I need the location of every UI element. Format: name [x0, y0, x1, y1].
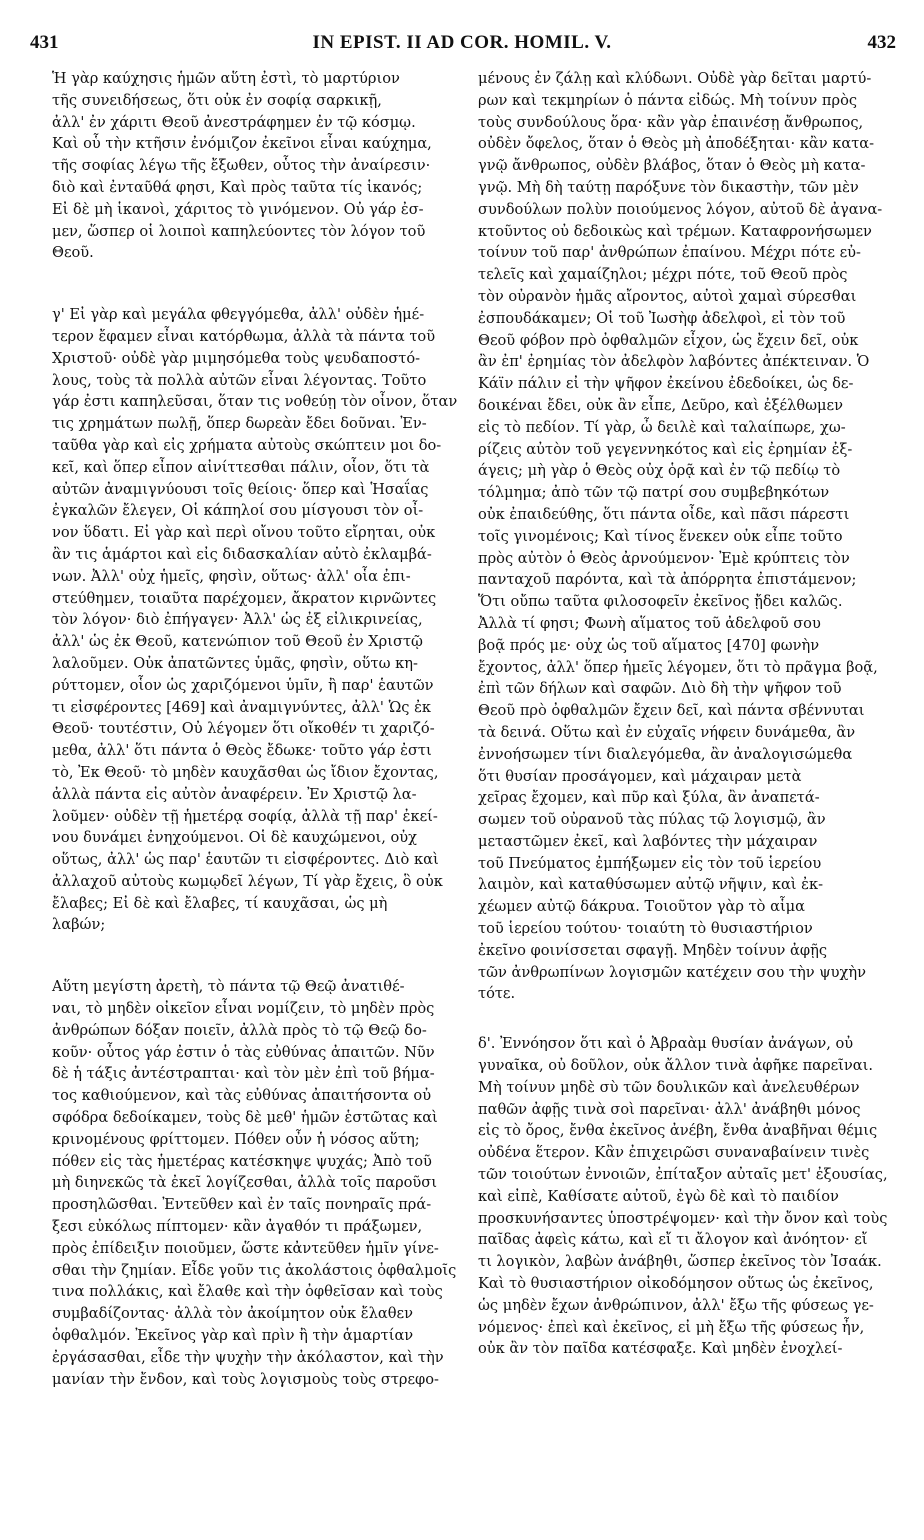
paragraph: Ἡ γὰρ καύχησις ἡμῶν αὕτη ἐστὶ, τὸ μαρτύριον τῆς συνειδήσεως, ὅτι οὐκ ἐν σοφίᾳ σαρκικῇ, ἀλλ' ἐν χάριτι Θεοῦ ἀνεστράφημεν ἐν τῷ κόσμῳ. Καὶ οὗ τὴν κτῆσιν ἐνόμιζον ἐκεῖνοι εἶναι καύχημα, τῆς σοφίας λέγω τῆς ἔξωθεν, οὗτος τὴν ἀναίρεσιν· διὸ καὶ ἐνταῦθά φησι, Καὶ πρὸς ταῦτα τίς ἱκανός; Εἰ δὲ μὴ ἱκανοὶ, χάριτος τὸ γινόμενον. Οὐ γάρ ἐσ- μεν, ὥσπερ οἱ λοιποὶ καπηλεύοντες τὸν λόγον τοῦ Θεοῦ. [52, 70, 432, 262]
paragraph: γ' Εἰ γὰρ καὶ μεγάλα φθεγγόμεθα, ἀλλ' οὐδὲν ἡμέ- τερον ἔφαμεν εἶναι κατόρθωμα, ἀλλὰ τὰ πάντα τοῦ Χριστοῦ· οὐδὲ γὰρ μιμησόμεθα τοὺς ψευδαποστό- λους, τοὺς τὰ πολλὰ αὐτῶν εἶναι λέγοντας. Τοῦτο γάρ ἐστι καπηλεῦσαι, ὅταν τις νοθεύῃ τὸν οἶνον, ὅταν τις χρημάτων πωλῇ, ὅπερ δωρεὰν ἔδει δοῦναι. Ἐν- ταῦθα γὰρ καὶ εἰς χρήματα αὐτοὺς σκώπτειν μοι δο- κεῖ, καὶ ὅπερ εἶπον αἰνίττεσθαι πάλιν, οἷον, ὅτι τὰ αὐτῶν ἀναμιγνύουσι τοῖς θείοις· ὅπερ καὶ Ἡσαΐας ἐγκαλῶν ἔλεγεν, Οἱ κάπηλοί σου μίσγουσι τὸν οἶ- νον ὕδατι. Εἰ γὰρ καὶ περὶ οἴνου τοῦτο εἴρηται, οὐκ ἂν τις ἁμάρτοι καὶ εἰς διδασκαλίαν αὐτὸ ἐκλαμβά- νων. Ἀλλ' οὐχ ἡμεῖς, φησὶν, οὕτως· ἀλλ' οἷα ἐπι- στεύθημεν, τοιαῦτα παρέχομεν, ἄκρατον κιρνῶντες τὸν λόγον· διὸ ἐπήγαγεν· Ἀλλ' ὡς ἐξ εἰλικρινείας, ἀλλ' ὡς ἐκ Θεοῦ, κατενώπιον τοῦ Θεοῦ ἐν Χριστῷ λαλοῦμεν. Οὐκ ἀπατῶντες ὑμᾶς, φησὶν, οὕτω κη- ρύττομεν, οἷον ὡς χαριζόμενοι ὑμῖν, ἢ παρ' ἑαυτῶν τι εἰσφέροντες [469] καὶ ἀναμιγνύντες, ἀλλ' Ὡς ἐκ Θεοῦ· τουτέστιν, Οὐ λέγομεν ὅτι οἴκοθέν τι χαριζό- μεθα, ἀλλ' ὅτι πάντα ὁ Θεὸς ἔδωκε· τοῦτο γάρ ἐστι τὸ, Ἐκ Θεοῦ· τὸ μηδὲν καυχᾶσθαι ὡς ἴδιον ἔχοντας, ἀλλὰ πάντα εἰς αὐτὸν ἀναφέρειν. Ἐν Χριστῷ λα- λοῦμεν· οὐδὲν τῇ ἡμετέρᾳ σοφίᾳ, ἀλλὰ τῇ παρ' ἐκεί- νου δυνάμει ἐνηχούμενοι. Οἱ δὲ καυχώμενοι, οὐχ οὕτως, ἀλλ' ὡς παρ' ἑαυτῶν τι εἰσφέροντες. Διὸ καὶ ἀλλαχοῦ αὐτοὺς κωμῳδεῖ λέγων, Τί γὰρ ἔχεις, ὃ οὐκ ἔλαβες; Εἰ δὲ καὶ ἔλαβες, τί καυχᾶσαι, ὡς μὴ λαβών; [52, 306, 458, 934]
page-number-right: 432 [867, 32, 896, 53]
paragraph: μένους ἐν ζάλῃ καὶ κλύδωνι. Οὐδὲ γὰρ δεῖται μαρτύ- ρων καὶ τεκμηρίων ὁ πάντα εἰδώς. Μὴ τοίνυν πρὸς τοὺς συνδούλους ὅρα· κἂν γὰρ ἐπαινέσῃ ἄνθρωπος, οὐδὲν ὄφελος, ὅταν ὁ Θεὸς μὴ ἀποδέξηται· κἂν κατα- γνῷ ἄνθρωπος, οὐδὲν βλάβος, ὅταν ὁ Θεὸς μὴ κατα- γνῷ. Μὴ δὴ ταύτῃ παρόξυνε τὸν δικαστὴν, τῶν μὲν συνδούλων πολὺν ποιούμενος λόγον, αὐτοῦ δὲ ἀγανα- κτοῦντος οὐ δεδοικὼς καὶ τρέμων. Καταφρονήσωμεν τοίνυν τοῦ παρ' ἀνθρώπων ἐπαίνου. Μέχρι πότε εὐ- τελεῖς καὶ χαμαίζηλοι; μέχρι πότε, τοῦ Θεοῦ πρὸς τὸν οὐρανὸν ἡμᾶς αἴροντος, αὐτοὶ χαμαὶ σύρεσθαι ἐσπουδάκαμεν; Οἱ τοῦ Ἰωσὴφ ἀδελφοὶ, εἰ τὸν τοῦ Θεοῦ φόβον πρὸ ὀφθαλμῶν εἶχον, ὡς ἔχειν δεῖ, οὐκ ἂν ἐπ' ἐρημίας τὸν ἀδελφὸν λαβόντες ἀπέκτειναν. Ὁ Κάϊν πάλιν εἰ τὴν ψῆφον ἐκείνου ἐδεδοίκει, ὡς δε- δοικέναι ἔδει, οὐκ ἂν εἶπε, Δεῦρο, καὶ ἐξέλθωμεν εἰς τὸ πεδίον. Τί γὰρ, ὦ δειλὲ καὶ ταλαίπωρε, χω- ρίζεις αὐτὸν τοῦ γεγεννηκότος καὶ εἰς ἐρημίαν ἐξ- άγεις; μὴ γὰρ ὁ Θεὸς οὐχ ὁρᾷ καὶ ἐν τῷ πεδίῳ τὸ τόλμημα; ἀπὸ τῶν τῷ πατρί σου συμβεβηκότων οὐκ ἐπαιδεύθης, ὅτι πάντα οἶδε, καὶ πᾶσι πάρεστι τοῖς γινομένοις; Καὶ τίνος ἕνεκεν οὐκ εἶπε τοῦτο πρὸς αὐτὸν ὁ Θεὸς ἀρνούμενον· Ἐμὲ κρύπτεις τὸν πανταχοῦ παρόντα, καὶ τὰ ἀπόρρητα ἐπιστάμενον; Ὅτι οὔπω ταῦτα φιλοσοφεῖν ἐκεῖνος ᾔδει καλῶς. Ἀλλὰ τί φησι; Φωνὴ αἵματος τοῦ ἀδελφοῦ σου βοᾷ πρός με· οὐχ ὡς τοῦ αἵματος [470] φωνὴν ἔχοντος, ἀλλ' ὅπερ ἡμεῖς λέγομεν, ὅτι τὸ πρᾶγμα βοᾷ, ἐπὶ τῶν δήλων καὶ σαφῶν. Διὸ δὴ τὴν ψῆφον τοῦ Θεοῦ πρὸ ὀφθαλμῶν ἔχειν δεῖ, καὶ πάντα σβέννυται τὰ δεινά. Οὕτω καὶ ἐν εὐχαῖς νήφειν δυνάμεθα, ἂν ἐννοήσωμεν τίνι διαλεγόμεθα, ἂν ἀναλογισώμεθα ὅτι θυσίαν προσάγομεν, καὶ μάχαιραν μετὰ χεῖρας ἔχομεν, καὶ πῦρ καὶ ξύλα, ἂν ἀναπετά- σωμεν τοῦ οὐρανοῦ τὰς πύλας τῷ λογισμῷ, ἂν μεταστῶμεν ἐκεῖ, καὶ λαβόντες τὴν μάχαιραν τοῦ Πνεύματος ἐμπήξωμεν εἰς τὸν τοῦ ἱερείου λαιμὸν, καὶ καταθύσωμεν αὐτῷ νῆψιν, καὶ ἐκ- χέωμεν αὐτῷ δάκρυα. Τοιοῦτον γὰρ τὸ αἷμα τοῦ ἱερείου τούτου· τοιαύτη τὸ θυσιαστήριον ἐκεῖνο φοινίσσεται σφαγῇ. Μηδὲν τοίνυν ἀφῇς τῶν ἀνθρωπίνων λογισμῶν κατέχειν σου τὴν ψυχὴν τότε. [478, 70, 883, 1003]
paragraph: Αὕτη μεγίστη ἀρετὴ, τὸ πάντα τῷ Θεῷ ἀνατιθέ- ναι, τὸ μηδὲν οἰκεῖον εἶναι νομίζειν, τὸ μηδὲν πρὸς ἀνθρώπων δόξαν ποιεῖν, ἀλλὰ πρὸς τὸ τῷ Θεῷ δο- κοῦν· οὗτος γάρ ἐστιν ὁ τὰς εὐθύνας ἀπαιτῶν. Νῦν δὲ ἡ τάξις ἀντέστραπται· καὶ τὸν μὲν ἐπὶ τοῦ βήμα- τος καθιούμενον, καὶ τὰς εὐθύνας ἀπαιτήσοντα οὐ σφόδρα δεδοίκαμεν, τοὺς δὲ μεθ' ἡμῶν ἑστῶτας καὶ κρινομένους φρίττομεν. Πόθεν οὖν ἡ νόσος αὕτη; πόθεν εἰς τὰς ἡμετέρας κατέσκηψε ψυχάς; Ἀπὸ τοῦ μὴ διηνεκῶς τὰ ἐκεῖ λογίζεσθαι, ἀλλὰ τοῖς παροῦσι προσηλῶσθαι. Ἐντεῦθεν καὶ ἐν ταῖς πονηραῖς πρά- ξεσι εὐκόλως πίπτομεν· κἂν ἀγαθόν τι πράξωμεν, πρὸς ἐπίδειξιν ποιοῦμεν, ὥστε κἀντεῦθεν ἡμῖν γίνε- σθαι τὴν ζημίαν. Εἶδε γοῦν τις ἀκολάστοις ὀφθαλμοῖς τινα πολλάκις, καὶ ἔλαθε καὶ τὴν ὀφθεῖσαν καὶ τοὺς συμβαδίζοντας· ἀλλὰ τὸν ἀκοίμητον οὐκ ἔλαθεν ὀφθαλμόν. Ἐκεῖνος γὰρ καὶ πρὶν ἢ τὴν ἁμαρτίαν ἐργάσασθαι, εἶδε τὴν ψυχὴν τὴν ἀκόλαστον, καὶ τὴν μανίαν τὴν ἔνδον, καὶ τοὺς λογισμοὺς τοὺς στρεφο- [52, 978, 457, 1388]
running-title: IN EPIST. II AD COR. HOMIL. V. [312, 32, 612, 53]
paragraph: δ'. Ἐννόησον ὅτι καὶ ὁ Ἀβραὰμ θυσίαν ἀνάγων, οὐ γυναῖκα, οὐ δοῦλον, οὐκ ἄλλον τινὰ ἀφῆκε παρεῖναι. Μὴ τοίνυν μηδὲ σὺ τῶν δουλικῶν καὶ ἀνελευθέρων παθῶν ἀφῇς τινὰ σοὶ παρεῖναι· ἀλλ' ἀνάβηθι μόνος εἰς τὸ ὄρος, ἔνθα ἐκεῖνος ἀνέβη, ἔνθα ἀναβῆναι θέμις οὐδένα ἕτερον. Κἂν ἐπιχειρῶσι συναναβαίνειν τινὲς τῶν τοιούτων ἐννοιῶν, ἐπίταξον αὐταῖς μετ' ἐξουσίας, καὶ εἰπὲ, Καθίσατε αὐτοῦ, ἐγὼ δὲ καὶ τὸ παιδίον προσκυνήσαντες ὑποστρέψομεν· καὶ τὴν ὄνον καὶ τοὺς παῖδας ἀφεὶς κάτω, καὶ εἴ τι ἄλογον καὶ ἀνόητον· εἴ τι λογικὸν, λαβὼν ἀνάβηθι, ὥσπερ ἐκεῖνος τὸν Ἰσαάκ. Καὶ τὸ θυσιαστήριον οἰκοδόμησον οὕτως ὡς ἐκεῖνος, ὡς μηδὲν ἔχων ἀνθρώπινον, ἀλλ' ἔξω τῆς φύσεως γε- νόμενος· ἐπεὶ καὶ ἐκεῖνος, εἰ μὴ ἔξω τῆς φύσεως ἦν, οὐκ ἂν τὸν παῖδα κατέσφαξε. Καὶ μηδὲν ἐνοχλεί- [478, 1035, 888, 1358]
page-number-left: 431 [30, 32, 59, 53]
left-column [52, 68, 477, 1390]
right-column [478, 68, 896, 1360]
page-header [28, 32, 896, 62]
